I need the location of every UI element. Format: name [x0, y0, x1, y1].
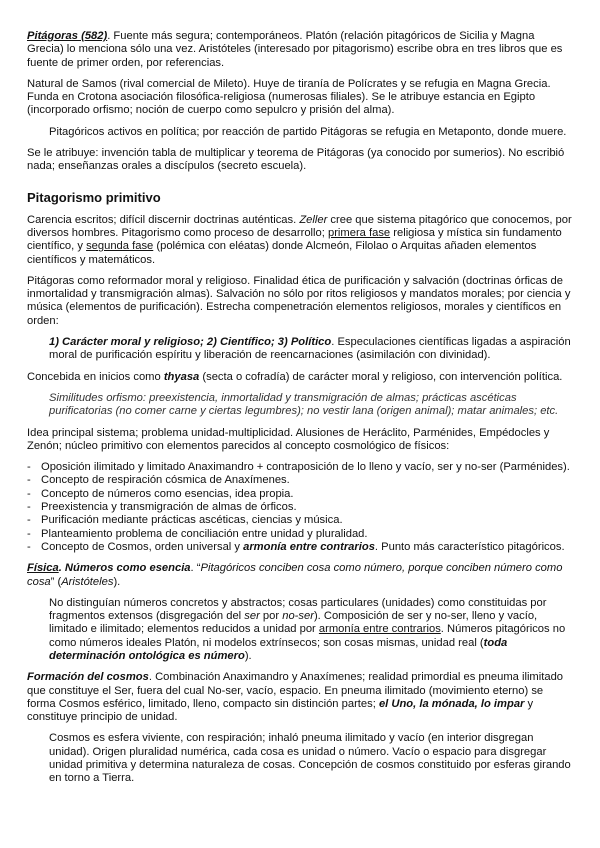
paragraph-formacion-cosmos: Formación del cosmos. Combinación Anaximandro y Anaxímenes; realidad primordial es pneuma ilimitado que constituye el Ser, fuera del cual No-ser, vacío, espacio. En pneuma ilimitado (movimiento eterno) se forma Cosmos esférico, limitado, lleno, compacto sin distinción partes; el Uno, la mónada, lo impar y constituye principio de unidad. [27, 671, 564, 724]
paragraph-fisica: Física. Números como esencia. “Pitagóricos conciben cosa como número, porque conciben número como cosa” (Aristóteles). [27, 562, 563, 588]
armonia-term: armonía entre contrarios [243, 540, 375, 553]
paragraph-samos: Natural de Samos (rival comercial de Mileto). Huye de tiranía de Polícrates y se refugia en Magna Grecia. Funda en Crotona asociación filosófica-religiosa (numerosas filiales). Se le atribuye estancia en Egipto (incorporado orfismo; noción de cuerpo como sepulcro y prisión del alma). [27, 77, 551, 117]
paragraph-similitudes-orfismo: Similitudes orfismo: preexistencia, inmortalidad y transmigración de almas; prácticas ascéticas purificatorias (no comer carne y ciertas legumbres); no vestir lana (origen animal); matar animales; etc. [49, 391, 559, 418]
caracter-list-bold: 1) Carácter moral y religioso; 2) Científico; 3) Político [49, 336, 332, 349]
list-item: - Oposición ilimitado y limitado Anaximandro + contraposición de lo lleno y vacío, ser y no-ser (Parménides). [27, 461, 573, 474]
concept-list [27, 461, 573, 554]
pitagoras-intro-text: . Fuente más segura; contemporáneos. Platón (relación pitagóricos de Sicilia y Magna Grecia) lo menciona sólo una vez. Aristóteles (interesado por pitagorismo) escribe obra en tres libros que es fuente de primer orden, por referencias. [27, 30, 563, 69]
pitagoras-name: Pitágoras (582) [27, 30, 108, 42]
list-item: - Purificación mediante prácticas ascéticas, ciencias y música. [27, 514, 573, 527]
segunda-fase-term: segunda fase [86, 240, 154, 253]
paragraph-numeros: No distinguían números concretos y abstractos; cosas particulares (unidades) como constituidas por fragmentos extensos (disgregación del ser por no-ser). Composición de ser y no-ser, lleno y vacío, limitado e ilimitado; elementos reducidos a unidad por armonía entre contrarios. Números pitagóricos no como números ideales Platón, ni modelos extrínsecos; son cosas mismas, unidad real (toda determinación ontológica es número). [49, 596, 566, 662]
section-heading-pitagorismo-primitivo: Pitagorismo primitivo [27, 189, 161, 205]
primera-fase-term: primera fase [327, 226, 391, 239]
paragraph-carencia: Carencia escritos; difícil discernir doctrinas auténticas. Zeller cree que sistema pitagórico que conocemos, por diversos hombres. Pitagorismo como proceso de desarrollo; primera fase religiosa y mística sin fundamento científico, y segunda fase (polémica con eléatas) donde Alcmeón, Filolao o Arquitas añaden elementos científicos y matemáticos. [27, 213, 572, 266]
uno-monada-term: el Uno, la mónada, lo impar [378, 697, 525, 710]
list-item: - Concepto de números como esencias, idea propia. [27, 488, 573, 501]
paragraph-cosmos-esfera: Cosmos es esfera viviente, con respiración; inhaló pneuma ilimitado y vacío (en interior disgregan unidad). Origen pluralidad numérica, cada cosa es unidad o número. Vacío o espacio para disgregar unidad primitiva y determina naturaleza de cosas. Concepción de cosmos constituido por esferas girando en torno a Tierra. [49, 732, 571, 785]
list-item: - Concepto de Cosmos, orden universal y armonía entre contrarios. Punto más característico pitagóricos. [27, 541, 573, 554]
aristoteles-quote: Pitagóricos conciben cosa como número, porque conciben número como cosa [27, 562, 563, 588]
paragraph-caracter: 1) Carácter moral y religioso; 2) Científico; 3) Político. Especulaciones científicas ligadas a aspiración moral de purificación espíritu y liberación de reencarnaciones (asimilación con divinidad). [49, 336, 571, 362]
formacion-cosmos-term: Formación del cosmos [27, 671, 149, 684]
paragraph-atribuye: Se le atribuye: invención tabla de multiplicar y teorema de Pitágoras (ya conocido por sumerios). No escribió nada; enseñanzas orales a discípulos (secreto escuela). [27, 147, 565, 173]
paragraph-idea-principal: Idea principal sistema; problema unidad-multiplicidad. Alusiones de Heráclito, Parménides, Empédocles y Zenón; núcleo primitivo con elementos parecidos al concepto cosmológico de físicos: [27, 426, 550, 452]
paragraph-reformador: Pitágoras como reformador moral y religioso. Finalidad ética de purificación y salvación (doctrinas órficas de inmortalidad y transmigración almas). Salvación no sólo por ritos religiosos y mandatos morales; por ciencia y música (elementos de purificación). Estrecha compenetración elementos religiosos, morales y científicos en orden: [27, 274, 571, 327]
paragraph-thyasa: Concebida en inicios como thyasa (secta o cofradía) de carácter moral y religioso, con intervención política. [27, 370, 563, 383]
numeros-esencia-term: . Números como esencia [58, 562, 191, 575]
fisica-term: Física [27, 562, 59, 575]
armonia-contrarios-term: armonía entre contrarios [318, 623, 441, 636]
paragraph-metaponto: Pitagóricos activos en política; por reacción de partido Pitágoras se refugia en Metaponto, donde muere. [49, 125, 567, 138]
thyasa-term: thyasa [163, 370, 200, 383]
zeller-name: Zeller [299, 213, 328, 226]
list-item: - Planteamiento problema de conciliación entre unidad y pluralidad. [27, 528, 573, 541]
paragraph-pitagoras-intro [27, 30, 573, 70]
list-item: - Preexistencia y transmigración de almas de órficos. [27, 501, 573, 514]
toda-determinacion-term: toda determinación ontológica es número [49, 636, 508, 662]
aristoteles-name: Aristóteles [61, 575, 114, 588]
list-item: - Concepto de respiración cósmica de Anaxímenes. [27, 474, 573, 487]
